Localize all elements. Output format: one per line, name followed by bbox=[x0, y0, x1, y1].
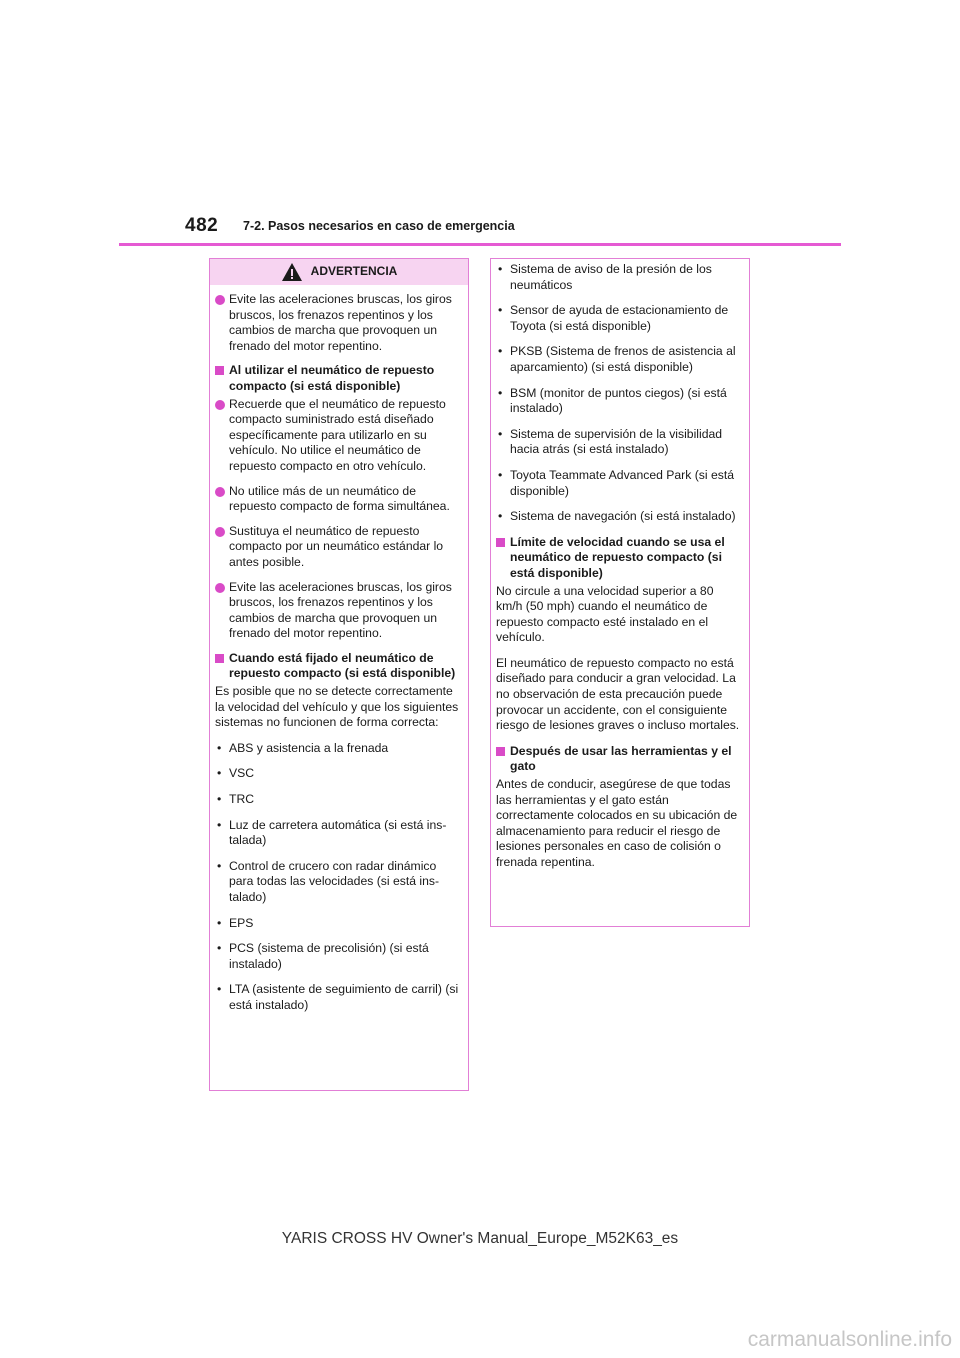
warning-subheading: Cuando está fijado el neumático de repuesto compacto (si está disponible) bbox=[215, 651, 460, 682]
speed-limit-paragraph: No circule a una velocidad superior a 80 km/h (50 mph) cuando el neumático de repuesto compacto esté instalado en el vehículo. bbox=[496, 583, 714, 645]
continuation-box bbox=[490, 258, 750, 927]
warning-item: No utilice más de un neumático de repuesto compacto de forma simultánea. bbox=[215, 484, 460, 515]
warning-item: Sustituya el neumático de repuesto compacto por un neumático estándar lo antes posible. bbox=[215, 524, 460, 571]
section-title: 7-2. Pasos necesarios en caso de emergencia bbox=[243, 219, 515, 233]
list-item: • Sistema de navegación (si está instalado) bbox=[496, 509, 741, 525]
list-item: • BSM (monitor de puntos ciegos) (si está instalado) bbox=[496, 386, 741, 417]
speed-limit-paragraph: El neumático de repuesto compacto no está diseñado para conducir a gran velocidad. La no observación de esta precaución puede provocar un accidente, con el consiguiente riesgo de lesiones graves o incluso mortales. bbox=[496, 655, 740, 733]
tools-paragraph: Antes de conducir, asegúrese de que todas las herramientas y el gato están correctamente colocados en su ubicación de almacenamiento para reducir el riesgo de lesiones personales en caso de colisión o frenada repentina. bbox=[496, 777, 738, 869]
list-item: • Toyota Teammate Advanced Park (si está disponible) bbox=[496, 468, 741, 499]
warning-paragraph: Es posible que no se detecte correctamente la velocidad del vehículo y que los siguientes sistemas no funcionen de forma correcta: bbox=[215, 684, 459, 730]
list-item: • Control de crucero con radar dinámico para todas las velocidades (si está instalado) bbox=[215, 859, 460, 906]
list-item: • Sistema de aviso de la presión de los neumáticos bbox=[496, 262, 741, 293]
warning-item: Recuerde que el neumático de repuesto compacto suministrado está diseñado específicamente para utilizarlo en su vehículo. No utilice el neumático de repuesto compacto en otro vehículo. bbox=[215, 397, 460, 475]
list-item: • LTA (asistente de seguimiento de carril) (si está instalado) bbox=[215, 982, 460, 1013]
speed-limit-heading: Límite de velocidad cuando se usa el neumático de repuesto compacto (si está disponible) bbox=[496, 535, 741, 582]
warning-subheading: Al utilizar el neumático de repuesto compacto (si está disponible) bbox=[215, 363, 460, 394]
list-item: • Sistema de supervisión de la visibilidad hacia atrás (si está instalado) bbox=[496, 427, 741, 458]
warning-title: ADVERTENCIA bbox=[310, 264, 398, 279]
header-rule bbox=[119, 243, 841, 246]
warning-header bbox=[210, 259, 468, 285]
list-item: • VSC bbox=[215, 766, 460, 782]
list-item: • Luz de carretera automática (si está instalada) bbox=[215, 818, 460, 849]
warning-box bbox=[209, 258, 469, 1091]
warning-triangle-icon bbox=[281, 262, 303, 282]
warning-item: Evite las aceleraciones bruscas, los giros bruscos, los frenazos repentinos y los cambios de marcha que provoquen un frenado del motor repentino. bbox=[215, 292, 460, 354]
footer-text: YARIS CROSS HV Owner's Manual_Europe_M52K63_es bbox=[281, 1230, 679, 1247]
page-number: 482 bbox=[185, 215, 219, 236]
warning-item: Evite las aceleraciones bruscas, los giros bruscos, los frenazos repentinos y los cambios de marcha que provoquen un frenado del motor repentino. bbox=[215, 580, 460, 642]
watermark: carmanualsonline.info bbox=[747, 1328, 952, 1351]
list-item: • PCS (sistema de precolisión) (si está instalado) bbox=[215, 941, 460, 972]
list-item: • PKSB (Sistema de frenos de asistencia al aparcamiento) (si está disponible) bbox=[496, 344, 741, 375]
list-item: • EPS bbox=[215, 916, 460, 932]
list-item: • ABS y asistencia a la frenada bbox=[215, 741, 460, 757]
list-item: • Sensor de ayuda de estacionamiento de Toyota (si está disponible) bbox=[496, 303, 741, 334]
tools-heading: Después de usar las herramientas y el gato bbox=[496, 744, 741, 775]
list-item: • TRC bbox=[215, 792, 460, 808]
